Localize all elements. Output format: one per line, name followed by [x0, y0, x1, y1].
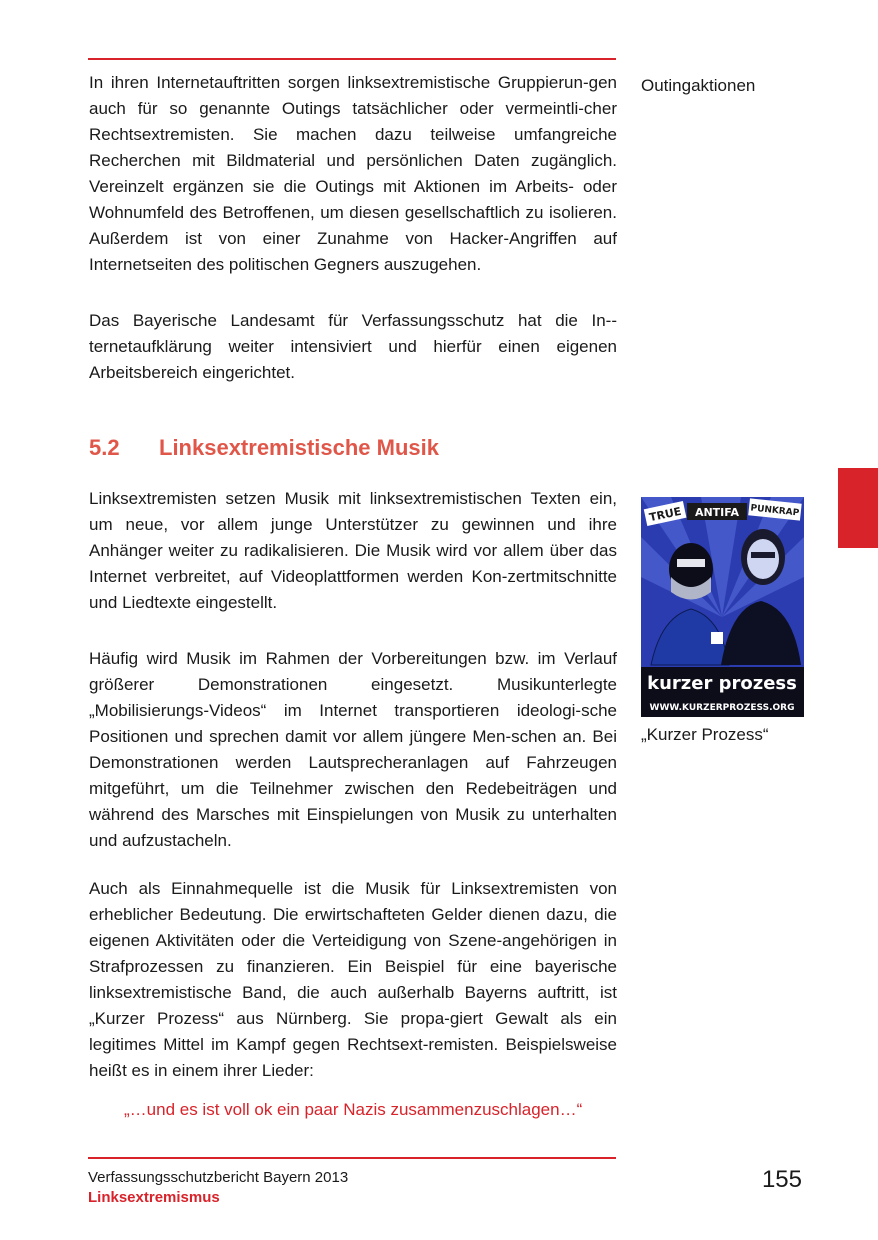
section-heading: [89, 433, 439, 463]
margin-note-outingaktionen: Outingaktionen: [641, 76, 756, 95]
cover-banner-antifa: ANTIFA: [694, 506, 740, 519]
paragraph-outings: In ihren Internetauftritten sorgen linksextremistische Gruppierun-gen auch für so genannte Outings tatsächlicher oder vermeintli-cher Rechtsextremisten. Sie machen dazu teilweise umfangreiche Recherchen mit Bildmaterial und persönlichen Daten zugänglich. Vereinzelt ergänzen sie die Outings mit Aktionen im Arbeits- oder Wohnumfeld des Betroffenen, um diesen gesellschaftlich zu isolieren. Außerdem ist von einer Zunahme von Hacker-Angriffen auf Internetseiten des politischen Gegners auszugehen.: [89, 73, 617, 274]
page-number: 155: [761, 1166, 802, 1193]
paragraph-internet-surveillance: Das Bayerische Landesamt für Verfassungsschutz hat die In-ternetaufklärung weiter intensiviert und hierfür einen eigenen Arbeitsbereich eingerichtet.: [89, 311, 617, 382]
footer-chapter-name: Linksextremismus: [88, 1189, 220, 1206]
cover-banner-true: TRUE: [648, 504, 683, 525]
chapter-tab-marker: [838, 468, 878, 548]
cover-url-text: WWW.KURZERPROZESS.ORG: [649, 703, 795, 713]
top-rule: [88, 58, 616, 60]
bottom-rule: [88, 1157, 616, 1159]
section-number: 5.2: [89, 435, 120, 460]
cover-banner-punkrap: PUNKRAP: [749, 503, 800, 519]
footer-publication-title: Verfassungsschutzbericht Bayern 2013: [88, 1169, 349, 1186]
cover-logo-text: kurzer prozess: [647, 673, 797, 694]
song-quote: „…und es ist voll ok ein paar Nazis zusammenzuschlagen…“: [124, 1100, 583, 1119]
band-cover-image: [641, 497, 804, 717]
section-title: Linksextremistische Musik: [159, 435, 440, 460]
paragraph-demonstrations: Häufig wird Musik im Rahmen der Vorbereitungen bzw. im Verlauf größerer Demonstrationen eingesetzt. Musikunterlegte „Mobilisierungs-Videos“ im Internet transportieren ideologi-sche Positionen und sprechen damit vor allem jüngere Men-schen an. Bei Demonstrationen werden Lautsprecheranlagen auf Fahrzeugen mitgeführt, um die Teilnehmer zwischen den Redebeiträgen und während des Marsches mit Einspielungen von Musik zu unterhalten und aufzustacheln.: [89, 649, 617, 850]
paragraph-music-recruitment: Linksextremisten setzen Musik mit linksextremistischen Texten ein, um neue, vor allem junge Unterstützer zu gewinnen und ihre Anhänger weiter zu radikalisieren. Die Musik wird vor allem über das Internet verbreitet, auf Videoplattformen werden Kon-zertmitschnitte und Liedtexte eingestellt.: [89, 489, 617, 612]
paragraph-income-source: Auch als Einnahmequelle ist die Musik für Linksextremisten von erheblicher Bedeutung. Die erwirtschafteten Gelder dienen dazu, die eigenen Aktivitäten oder die Verteidigung von Szene-angehörigen in Strafprozessen zu finanzieren. Ein Beispiel für eine bayerische linksextremistische Band, die auch außerhalb Bayerns auftritt, ist „Kurzer Prozess“ aus Nürnberg. Sie propa-giert Gewalt als ein legitimes Mittel im Kampf gegen Rechtsext-remisten. Beispielsweise heißt es in einem ihrer Lieder:: [89, 879, 617, 1080]
image-caption: „Kurzer Prozess“: [641, 725, 769, 744]
